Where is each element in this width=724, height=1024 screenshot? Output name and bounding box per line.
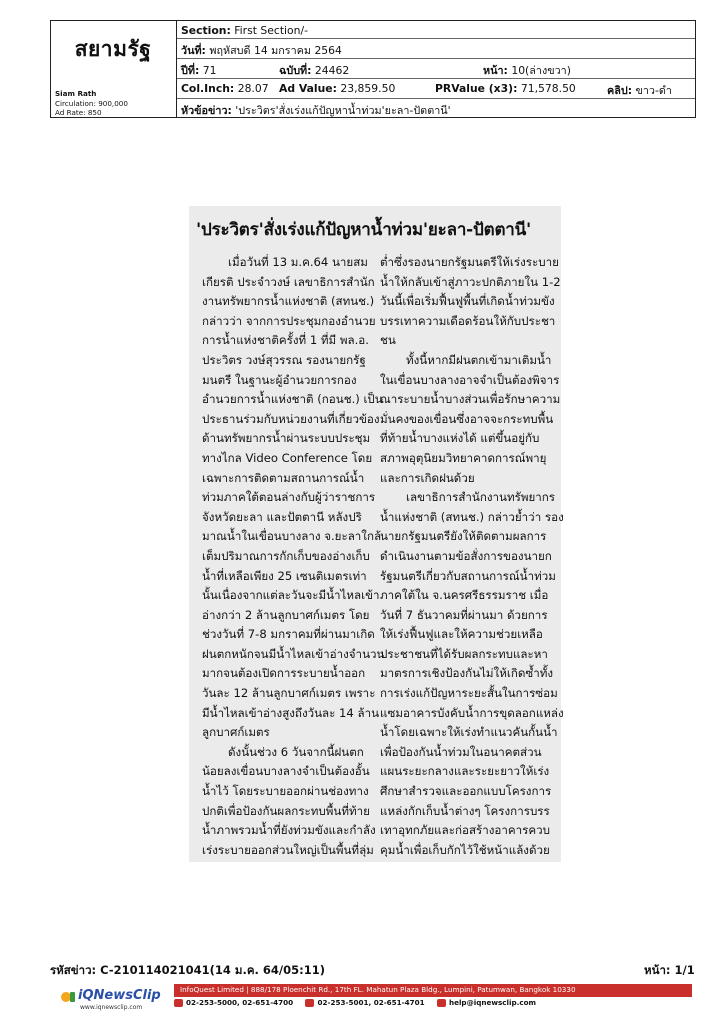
article-line: เลขาธิการสำนักงานทรัพยากร	[406, 490, 556, 505]
article-line: น้ำโดยเฉพาะให้เร่งทำแนวคันกั้นน้ำ	[380, 725, 558, 740]
fax-icon	[305, 999, 314, 1007]
clip-header	[50, 20, 696, 118]
article-line: แหล่งกักเก็บน้ำต่างๆ โครงการบรร	[380, 803, 550, 818]
brand-block	[56, 986, 168, 1010]
article-line: ชน	[380, 333, 396, 348]
email-icon	[437, 999, 446, 1007]
article-line: เกียรติ ประจำวงษ์ เลขาธิการสำนัก	[202, 274, 375, 289]
footer-bar	[50, 982, 694, 1012]
article-line: ฝนตกหนักจนมีน้ำไหลเข้าอ่างจำนวน	[202, 646, 385, 661]
brand-name: iQNewsClip	[78, 988, 161, 1003]
phone-contact: 02-253-5000, 02-651-4700	[174, 998, 293, 1007]
article-line: เร่งระบายออกส่วนใหญ่เป็นพื้นที่ลุ่ม	[202, 842, 374, 857]
article-line: คุมน้ำเพื่อเก็บกักไว้ใช้หน้าแล้งด้วย	[380, 842, 550, 857]
circulation: Circulation: 900,000	[55, 98, 128, 108]
article-line: และการเกิดฝนด้วย	[380, 470, 475, 485]
article-line: นายกรัฐมนตรียังให้ติดตามผลการ	[380, 529, 547, 544]
section-field: Section: First Section/-	[181, 24, 309, 37]
article-line: น้ำภาพรวมน้ำที่ยังท่วมขังและกำลัง	[202, 823, 376, 838]
date-field: วันที่: พฤหัสบดี 14 มกราคม 2564	[181, 44, 342, 57]
article-line: เมื่อวันที่ 13 ม.ค.64 นายสม	[228, 255, 368, 269]
publication-name: Siam Rath	[55, 89, 97, 98]
brand-url[interactable]: www.iqnewsclip.com	[80, 1004, 143, 1011]
article-line: การน้ำแห่งชาติครั้งที่ 1 ที่มี พล.อ.	[202, 333, 369, 348]
article-line: ช่วงวันที่ 7-8 มกราคมที่ผ่านมาเกิด	[202, 627, 375, 642]
article-line: มาณน้ำในเขื่อนบางลาง จ.ยะลาใกล้	[202, 529, 382, 544]
article-line: ทางไกล Video Conference โดย	[202, 450, 373, 465]
article-line: สภาพอุตุนิยมวิทยาคาดการณ์พายุ	[380, 450, 547, 465]
article-line: มั่นคงของเขื่อนซึ่งอาจจะกระทบพื้น	[380, 411, 554, 426]
article-line: มากจนต้องเปิดการระบายน้ำออก	[202, 666, 366, 681]
article-line: มีน้ำไหลเข้าอ่างสูงถึงวันละ 14 ล้าน	[202, 705, 380, 720]
article-line: กล่าวว่า จากการประชุมกองอำนวย	[202, 313, 376, 328]
article-line: รัฐมนตรีเกี่ยวกับสถานการณ์น้ำท่วม	[380, 568, 556, 583]
fax-contact: 02-253-5001, 02-651-4701	[305, 998, 424, 1007]
col-inch-field: Col.Inch: 28.07	[181, 82, 269, 95]
news-code: รหัสข่าว: C-210114021041(14 ม.ค. 64/05:11)	[50, 963, 325, 977]
article-line: งานทรัพยากรน้ำแห่งชาติ (สทนช.)	[202, 294, 375, 309]
article-line: มาตรการเชิงป้องกันไม่ให้เกิดซ้ำทั้ง	[380, 666, 554, 681]
article-column-left	[202, 253, 385, 860]
newspaper-logo: สยามรัฐ	[74, 37, 152, 61]
article-line: ทั้งนี้หากมีฝนตกเข้ามาเติมน้ำ	[406, 352, 552, 367]
article-line: เต็มปริมาณการกักเก็บของอ่างเก็บ	[202, 548, 370, 563]
article-line: จังหวัดยะลา และปัตตานี หลังปริ	[202, 509, 362, 524]
article-line: อ่างกว่า 2 ล้านลูกบาศก์เมตร โดย	[202, 607, 370, 622]
ad-value-field: Ad Value: 23,859.50	[279, 82, 396, 95]
issue-field: ฉบับที่: 24462	[279, 64, 350, 77]
publication-meta	[55, 89, 128, 118]
company-address: InfoQuest Limited | 888/178 Ploenchit Rd., 17th FL. Mahatun Plaza Bldg., Lumpini, Patumwan, Bangkok 10330	[174, 984, 692, 997]
article-line: วันที่ 7 ธันวาคมที่ผ่านมา ด้วยการ	[380, 607, 548, 622]
article-line: ประชาชนที่ได้รับผลกระทบและหา	[380, 646, 548, 661]
ad-rate: Ad Rate: 850	[55, 108, 102, 117]
article-line: ดังนั้นช่วง 6 วันจากนี้ฝนตก	[228, 744, 364, 759]
iqnewsclip-logo-icon	[60, 990, 76, 1004]
article-line: น้ำที่เหลือเพียง 25 เซนติเมตรเท่า	[202, 568, 367, 583]
article-line: ท่วมภาคใต้ตอนล่างกับผู้ว่าราชการ	[202, 490, 376, 505]
article-line: ประวิตร วงษ์สุวรรณ รองนายกรัฐ	[202, 352, 366, 367]
pr-value-field: PRValue (x3): 71,578.50	[435, 82, 576, 95]
article-line: วันนี้เพื่อเริ่มฟื้นฟูพื้นที่เกิดน้ำท่วมขัง	[380, 294, 555, 309]
clip-details	[177, 21, 695, 117]
article-line: ต่ำซึ่งรองนายกรัฐมนตรีให้เร่งระบาย	[380, 255, 559, 269]
article-column-right	[380, 253, 564, 860]
article-line: เทาอุทกภัยและก่อสร้างอาคารควบ	[380, 823, 551, 838]
article-line: น้ำแห่งชาติ (สทนช.) กล่าวย้ำว่า รอง	[380, 509, 564, 524]
topic-field: หัวข้อข่าว: 'ประวิตร'สั่งเร่งแก้ปัญหาน้ำท่วม'ยะลา-ปัตตานี'	[181, 104, 451, 117]
article-line: น้ำให้กลับเข้าสู่ภาวะปกติภายใน 1-2	[380, 274, 561, 289]
publication-panel	[51, 21, 177, 117]
email-contact[interactable]: help@iqnewsclip.com	[437, 998, 536, 1007]
article-line: นั้นเนื่องจากแต่ละวันจะมีน้ำไหลเข้า	[202, 588, 380, 603]
article-line: มนตรี ในฐานะผู้อำนวยการกอง	[202, 372, 357, 387]
article-line: ประธานร่วมกับหน่วยงานที่เกี่ยวข้อง	[202, 411, 380, 426]
article-line: แซมอาคารบังคับน้ำการขุดลอกแหล่ง	[380, 705, 564, 720]
article-line: เฉพาะการติดตามสถานการณ์น้ำ	[202, 470, 365, 485]
article-line: ภาคใต้ใน จ.นครศรีธรรมราช เมื่อ	[380, 588, 549, 603]
article-line: อำนวยการน้ำแห่งชาติ (กอนช.) เป็น	[202, 392, 383, 407]
article-line: ดำเนินงานตามข้อสั่งการของนายก	[380, 548, 552, 563]
article-line: ศึกษาสำรวจและออกแบบโครงการ	[380, 784, 552, 799]
phone-icon	[174, 999, 183, 1007]
year-field: ปีที่: 71	[181, 64, 217, 77]
article-line: ให้เร่งฟื้นฟูและให้ความช่วยเหลือ	[380, 627, 543, 642]
article-headline: 'ประวิตร'สั่งเร่งแก้ปัญหาน้ำท่วม'ยะลา-ปัตตานี'	[196, 220, 532, 240]
article-line: น้อยลงเขื่อนบางลางจำเป็นต้องอั้น	[202, 764, 370, 779]
article-line: ในเขื่อนบางลางอาจจำเป็นต้องพิจาร	[380, 372, 560, 387]
contact-row	[174, 998, 694, 1010]
article-line: บรรเทาความเดือดร้อนให้กับประชา	[380, 313, 556, 328]
article-line: ณาระบายน้ำบางส่วนเพื่อรักษาความ	[380, 392, 561, 407]
clip-type-field: คลิป: ขาว-ดำ	[607, 84, 672, 97]
article-line: เพื่อป้องกันน้ำท่วมในอนาคตส่วน	[380, 744, 542, 759]
article-line: การเร่งแก้ปัญหาระยะสั้นในการซ่อม	[380, 686, 558, 701]
article-line: แผนระยะกลางและระยะยาวให้เร่ง	[380, 764, 550, 779]
page-field: หน้า: 10(ล่างขวา)	[483, 64, 571, 77]
article-line: ลูกบาศก์เมตร	[202, 725, 270, 740]
article-line: ที่ท้ายน้ำบางแห่งได้ แต่ขึ้นอยู่กับ	[380, 431, 540, 446]
article-line: น้ำไว้ โดยระบายออกผ่านช่องทาง	[202, 784, 369, 799]
article-line: ด้านทรัพยากรน้ำผ่านระบบประชุม	[202, 431, 371, 446]
article-line: วันละ 12 ล้านลูกบาศก์เมตร เพราะ	[202, 686, 376, 701]
page-count: หน้า: 1/1	[644, 963, 695, 977]
article-line: ปกติเพื่อป้องกันผลกระทบพื้นที่ท้าย	[202, 803, 370, 818]
